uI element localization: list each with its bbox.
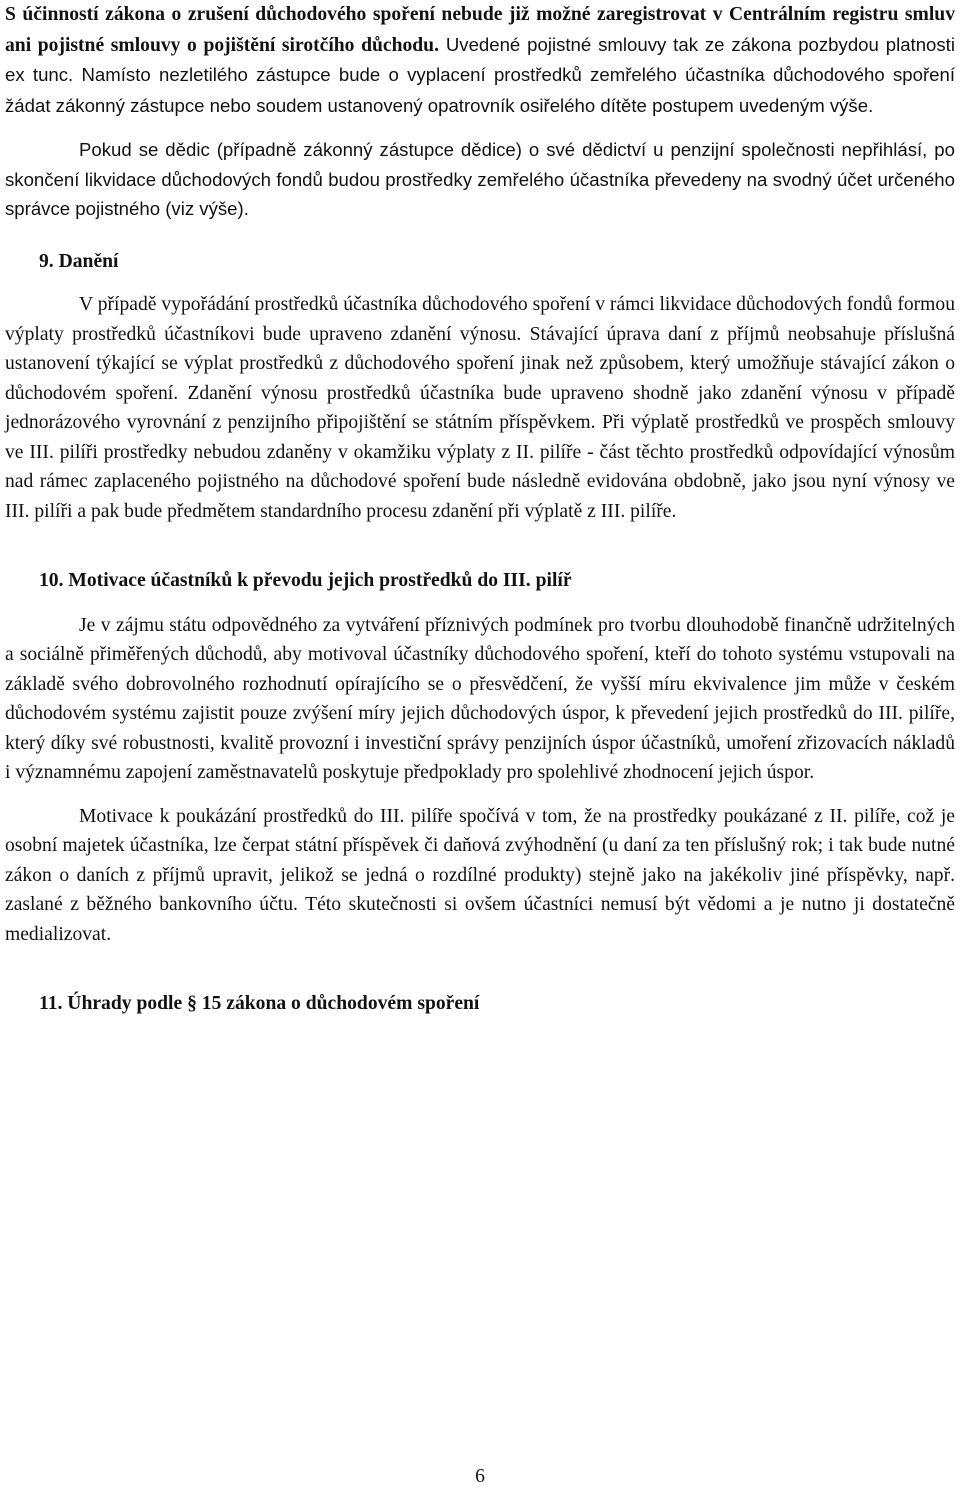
paragraph-section8-p1 [5,0,955,121]
paragraph-text: Uvedené pojistné smlouvy tak ze zákona pozbydou platnosti ex tunc. Namísto nezletilého zástupce bude o vyplacení prostředků zemřelého účastníka důchodového spoření žádat zákonný zástupce nebo soudem ustanovený opatrovník osiřelého dítěte postupem uvedeným výše. [5,33,955,116]
paragraph-section10-p1: Je v zájmu státu odpovědného za vytváření příznivých podmínek pro tvorbu dlouhodobě finančně udržitelných a sociálně přiměřených důchodů, aby motivoval účastníky důchodového spoření, kteří do tohoto systému vstupovali na základě svého dobrovolného rozhodnutí opírajícího se o přesvědčení, že vyšší míru ekvivalence jim může v českém důchodovém systému zajistit pouze zvýšení míry jejich důchodových úspor, k převedení jejich prostředků do III. pilíře, který díky své robustnosti, kvalitě provozní i investiční správy penzijních úspor účastníků, umoření zřizovacích nákladů i významnému zapojení zaměstnavatelů poskytuje předpoklady pro spolehlivé zhodnocení jejich úspor. [5,614,955,783]
section-heading-10: 10. Motivace účastníků k převodu jejich prostředků do III. pilíř [39,570,572,591]
page-number: 6 [475,1466,485,1487]
paragraph-bold-lead: S účinností zákona o zrušení důchodového spoření nebude již možné zaregistrovat v Centrálním registru smluv ani pojistné smlouvy o pojištění sirotčího důchodu. [5,4,955,56]
paragraph-section8-p2: Pokud se dědic (případně zákonný zástupce dědice) o své dědictví u penzijní společnosti nepřihlásí, po skončení likvidace důchodových fondů budou prostředky zemřelého účastníka převedeny na svodný účet určeného správce pojistného (viz výše). [5,139,955,219]
document-page [5,0,955,1019]
paragraph-section10-p2: Motivace k poukázání prostředků do III. pilíře spočívá v tom, že na prostředky poukázané z II. pilíře, což je osobní majetek účastníka, lze čerpat státní příspěvek či daňová zvýhodnění (u daní za ten příslušný rok; i tak bude nutné zákon o daních z příjmů upravit, jelikož se jedná o rozdílné produkty) stejně jako na jakékoliv jiné příspěvky, např. zaslané z běžného bankovního účtu. Této skutečnosti si ovšem účastníci nemusí být vědomi a je nutno ji dostatečně medializovat. [5,805,955,945]
section-heading-11: 11. Úhrady podle § 15 zákona o důchodovém spoření [39,993,480,1014]
section-heading-9: 9. Danění [39,250,119,272]
paragraph-section9-p1: V případě vypořádání prostředků účastníka důchodového spoření v rámci likvidace důchodových fondů formou výplaty prostředků účastníkovi bude upraveno zdanění výnosu. Stávající úprava daní z příjmů neobsahuje příslušná ustanovení týkající se výplat prostředků z důchodového spoření jinak než způsobem, který umožňuje stávající zákon o důchodovém spoření. Zdanění výnosu prostředků účastníka bude upraveno shodně jako zdanění výnosu v případě jednorázového vyrovnání z penzijního připojištění se státním příspěvkem. Při výplatě prostředků ve prospěch smlouvy ve III. pilíři prostředky nebudou zdaněny v okamžiku výplaty z II. pilíře - část těchto prostředků odpovídající výnosům nad rámec zaplaceného pojistného na důchodové spoření bude následně evidována obdobně, jako jsou nyní výnosy ve III. pilíři a pak bude předmětem standardního procesu zdanění při výplatě z III. pilíře. [5,294,955,522]
